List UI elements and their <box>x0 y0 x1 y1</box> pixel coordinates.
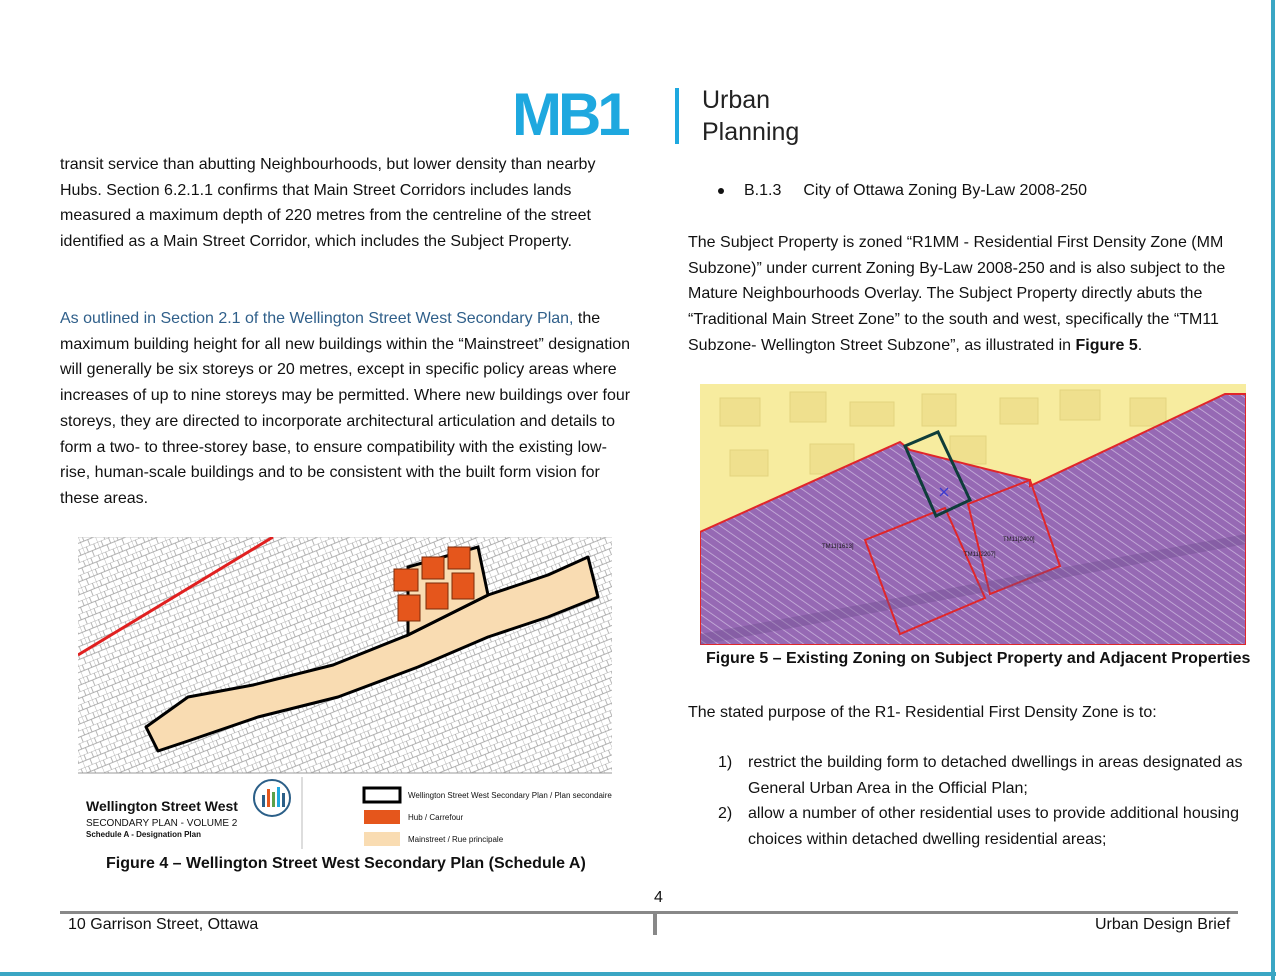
bullet-icon <box>718 188 724 194</box>
left-paragraph-2 <box>60 306 632 512</box>
figure-5-caption: Figure 5 – Existing Zoning on Subject Property and Adjacent Properties <box>706 650 1251 667</box>
list-item-number: 2) <box>718 805 733 823</box>
figure-5-zoning-map <box>700 384 1246 645</box>
logo-divider <box>675 88 679 144</box>
page-number: 4 <box>654 889 663 906</box>
logo-mark: MB1 <box>512 81 627 148</box>
secondary-plan-reference: As outlined in Section 2.1 of the Wellington Street West Secondary Plan, <box>60 310 574 327</box>
list-item <box>700 801 1260 852</box>
figure-5-reference: Figure 5 <box>1075 336 1138 354</box>
legend-label-boundary: Wellington Street West Secondary Plan / Plan secondaire - <box>408 791 612 800</box>
figure-4-secondary-plan-map <box>78 537 612 851</box>
purpose-list <box>700 750 1260 853</box>
list-item-text: allow a number of other residential uses to provide additional housing choices within detached dwelling residential areas; <box>748 805 1239 849</box>
zoning-description: The Subject Property is zoned “R1MM - Residential First Density Zone (MM Subzone)” under current Zoning By-Law 2008-250 and is also subject to the Mature Neighbourhoods Overlay. The Subject Property directly abuts the “Traditional Main Street Zone” to the south and west, specifically the “TM11 Subzone- Wellington Street Subzone”, as illustrated in <box>688 234 1226 354</box>
zone-label-3: TM11[2207] <box>964 552 996 558</box>
logo-line-2: Planning <box>702 118 800 146</box>
secondary-plan-logo-icon <box>254 780 290 816</box>
page-edge-rule-right <box>1271 0 1275 980</box>
footer-divider <box>60 911 1238 914</box>
right-paragraph-1-text <box>688 230 1260 359</box>
zone-label-1: TM11[1613] <box>822 544 854 550</box>
list-item-text: restrict the building form to detached dwellings in areas designated as General Urban Area in the Official Plan; <box>748 754 1243 797</box>
legend-swatch-boundary <box>364 788 400 802</box>
legend-label-mainstreet: Mainstreet / Rue principale <box>408 835 504 844</box>
page-edge-rule-bottom <box>0 972 1276 976</box>
map-title: Wellington Street West <box>86 798 238 814</box>
list-item-number: 1) <box>718 754 733 771</box>
left-paragraph-2-rest: the maximum building height for all new buildings within the “Mainstreet” designation will generally be six storeys or 20 metres, except in specific policy areas where increases of up to nine storeys may be permitted. Where new buildings over four storeys, they are directed to incorporate architectural articulation and details to form a two- to three-storey base, to ensure compatibility with the existing low-rise, human-scale buildings and to be consistent with the built form vision for these areas. <box>60 310 631 507</box>
sentence-end: . <box>1137 336 1143 354</box>
legend-swatch-mainstreet <box>364 832 400 846</box>
legend-label-hub: Hub / Carrefour <box>408 813 464 822</box>
footer-center-tick <box>653 911 657 935</box>
map-schedule: Schedule A - Designation Plan <box>86 830 201 839</box>
purpose-intro-text: The stated purpose of the R1- Residential First Density Zone is to: <box>688 704 1157 721</box>
map-subtitle: SECONDARY PLAN - VOLUME 2 <box>86 818 238 829</box>
logo-line-1: Urban <box>702 86 771 114</box>
section-title: City of Ottawa Zoning By-Law 2008-250 <box>803 182 1088 199</box>
left-paragraph-1-text: transit service than abutting Neighbourhoods, but lower density than nearby Hubs. Section 6.2.1.1 confirms that Main Street Corridors includes lands measured a maximum depth of 220 metres from the centreline of the street identified as a Main Street Corridor, which includes the Subject Property. <box>60 156 596 251</box>
legend-swatch-hub <box>364 810 400 824</box>
purpose-intro <box>688 700 1260 726</box>
logo-text <box>702 84 842 148</box>
figure-4-caption: Figure 4 – Wellington Street West Secondary Plan (Schedule A) <box>106 855 586 872</box>
list-item <box>700 750 1260 801</box>
left-paragraph-2-text <box>60 306 632 512</box>
zone-label-2: TM11[2400] <box>1003 537 1035 543</box>
left-paragraph-1 <box>60 152 632 255</box>
right-paragraph-1 <box>688 230 1260 359</box>
section-heading-b13 <box>718 178 1087 204</box>
section-number: B.1.3 <box>744 182 782 199</box>
footer-document-title: Urban Design Brief <box>1095 916 1231 933</box>
footer-address: 10 Garrison Street, Ottawa <box>68 916 259 933</box>
